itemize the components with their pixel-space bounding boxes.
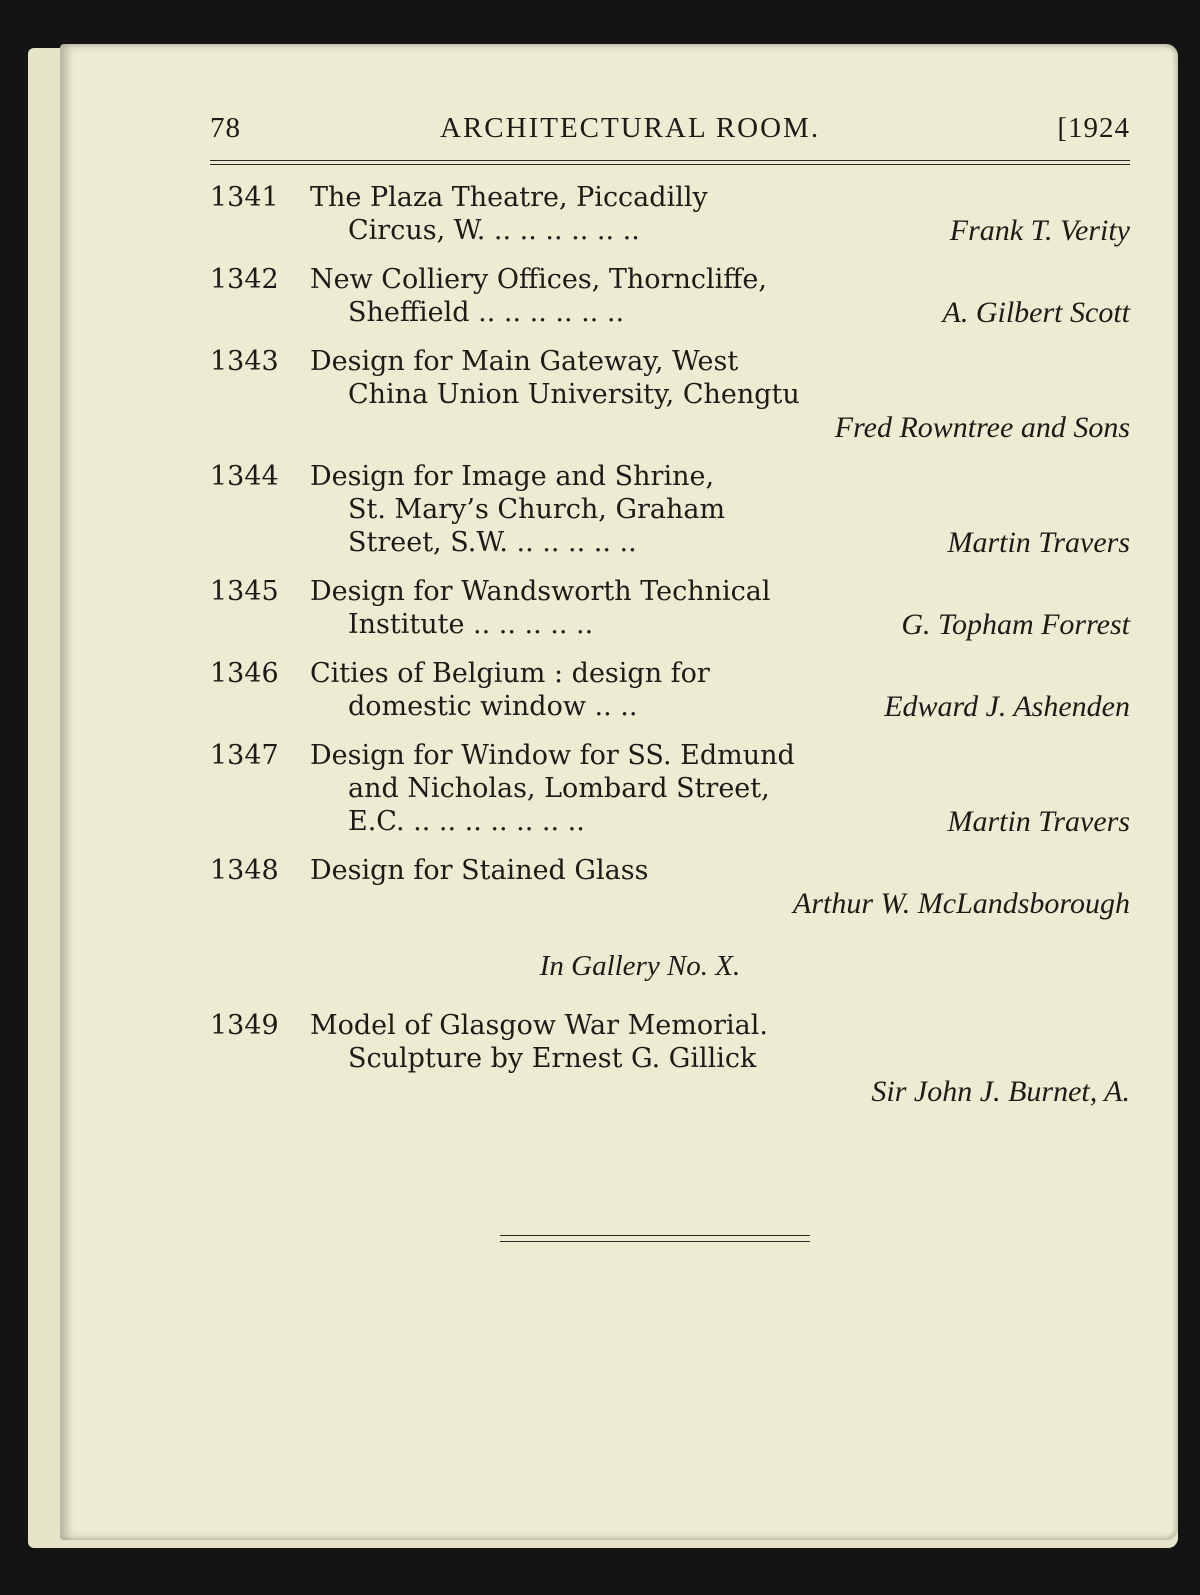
entry-description (310, 575, 850, 641)
entry-number: 1348 (210, 855, 279, 886)
catalogue-entry (210, 657, 1130, 723)
entry-description (310, 657, 850, 723)
entry-description (310, 263, 850, 329)
entry-description (310, 345, 850, 411)
page-title: ARCHITECTURAL ROOM. (440, 112, 821, 144)
entry-author: Sir John J. Burnet, A. (871, 1075, 1130, 1108)
catalogue-entries (210, 181, 1130, 920)
entry-number: 1347 (210, 740, 279, 771)
entry-description (310, 460, 850, 559)
entry-line: Institute .. .. .. .. .. (348, 609, 594, 640)
entry-line: domestic window .. .. (348, 691, 638, 722)
entry-number: 1343 (210, 346, 279, 377)
end-rule (500, 1235, 810, 1236)
catalogue-entry (210, 739, 1130, 838)
entry-number: 1341 (210, 182, 279, 213)
entry-line: Street, S.W. .. .. .. .. .. (348, 527, 637, 558)
entry-line: Cities of Belgium : design for (310, 658, 710, 689)
entry-author: G. Topham Forrest (901, 608, 1130, 641)
year-marker: [1924 (1057, 112, 1130, 144)
entry-line: Circus, W. .. .. .. .. .. .. (348, 215, 640, 246)
catalogue-entry (210, 460, 1130, 559)
header-rule-thin (210, 164, 1130, 165)
entry-number: 1349 (210, 1010, 279, 1041)
entry-line: Design for Main Gateway, West (310, 346, 739, 377)
entry-line: Sculpture by Ernest G. Gillick (348, 1043, 757, 1074)
entry-number: 1346 (210, 658, 279, 689)
entry-description (310, 854, 850, 887)
gallery-heading: In Gallery No. X. (539, 950, 741, 982)
page-number: 78 (210, 112, 241, 144)
entry-line: E.C. .. .. .. .. .. .. .. (348, 806, 585, 837)
entry-description (310, 181, 850, 247)
entry-line: The Plaza Theatre, Piccadilly (310, 182, 708, 213)
header-rule (210, 160, 1130, 161)
running-header (210, 112, 1130, 152)
entry-line: Model of Glasgow War Memorial. (310, 1010, 768, 1041)
entry-author: Fred Rowntree and Sons (834, 411, 1130, 444)
entry-author: Martin Travers (947, 526, 1130, 559)
catalogue-entry (210, 575, 1130, 641)
entry-line: Sheffield .. .. .. .. .. .. (348, 297, 625, 328)
entry-line: and Nicholas, Lombard Street, (348, 773, 770, 804)
catalogue-entry (210, 345, 1130, 444)
entry-author: Edward J. Ashenden (884, 690, 1130, 723)
entry-description (310, 739, 850, 838)
entry-number: 1344 (210, 461, 279, 492)
entry-line: Design for Image and Shrine, (310, 461, 715, 492)
catalogue-entry (210, 263, 1130, 329)
page-content (210, 112, 1130, 1124)
entry-line: Design for Wandsworth Technical (310, 576, 771, 607)
entry-author: Martin Travers (947, 805, 1130, 838)
entry-line: New Colliery Offices, Thorncliffe, (310, 264, 767, 295)
entry-description (310, 1009, 850, 1075)
catalogue-entry (210, 1009, 1130, 1108)
entry-author: A. Gilbert Scott (942, 296, 1130, 329)
entry-number: 1345 (210, 576, 279, 607)
entry-line: Design for Window for SS. Edmund (310, 740, 795, 771)
catalogue-entry (210, 181, 1130, 247)
entry-number: 1342 (210, 264, 279, 295)
entry-author: Frank T. Verity (949, 214, 1130, 247)
end-rule-thin (500, 1241, 810, 1242)
catalogue-entry (210, 854, 1130, 920)
entry-line: Design for Stained Glass (310, 855, 649, 886)
entry-author: Arthur W. McLandsborough (793, 887, 1130, 920)
entry-line: China Union University, Chengtu (348, 379, 800, 410)
entry-line: St. Mary’s Church, Graham (348, 494, 726, 525)
